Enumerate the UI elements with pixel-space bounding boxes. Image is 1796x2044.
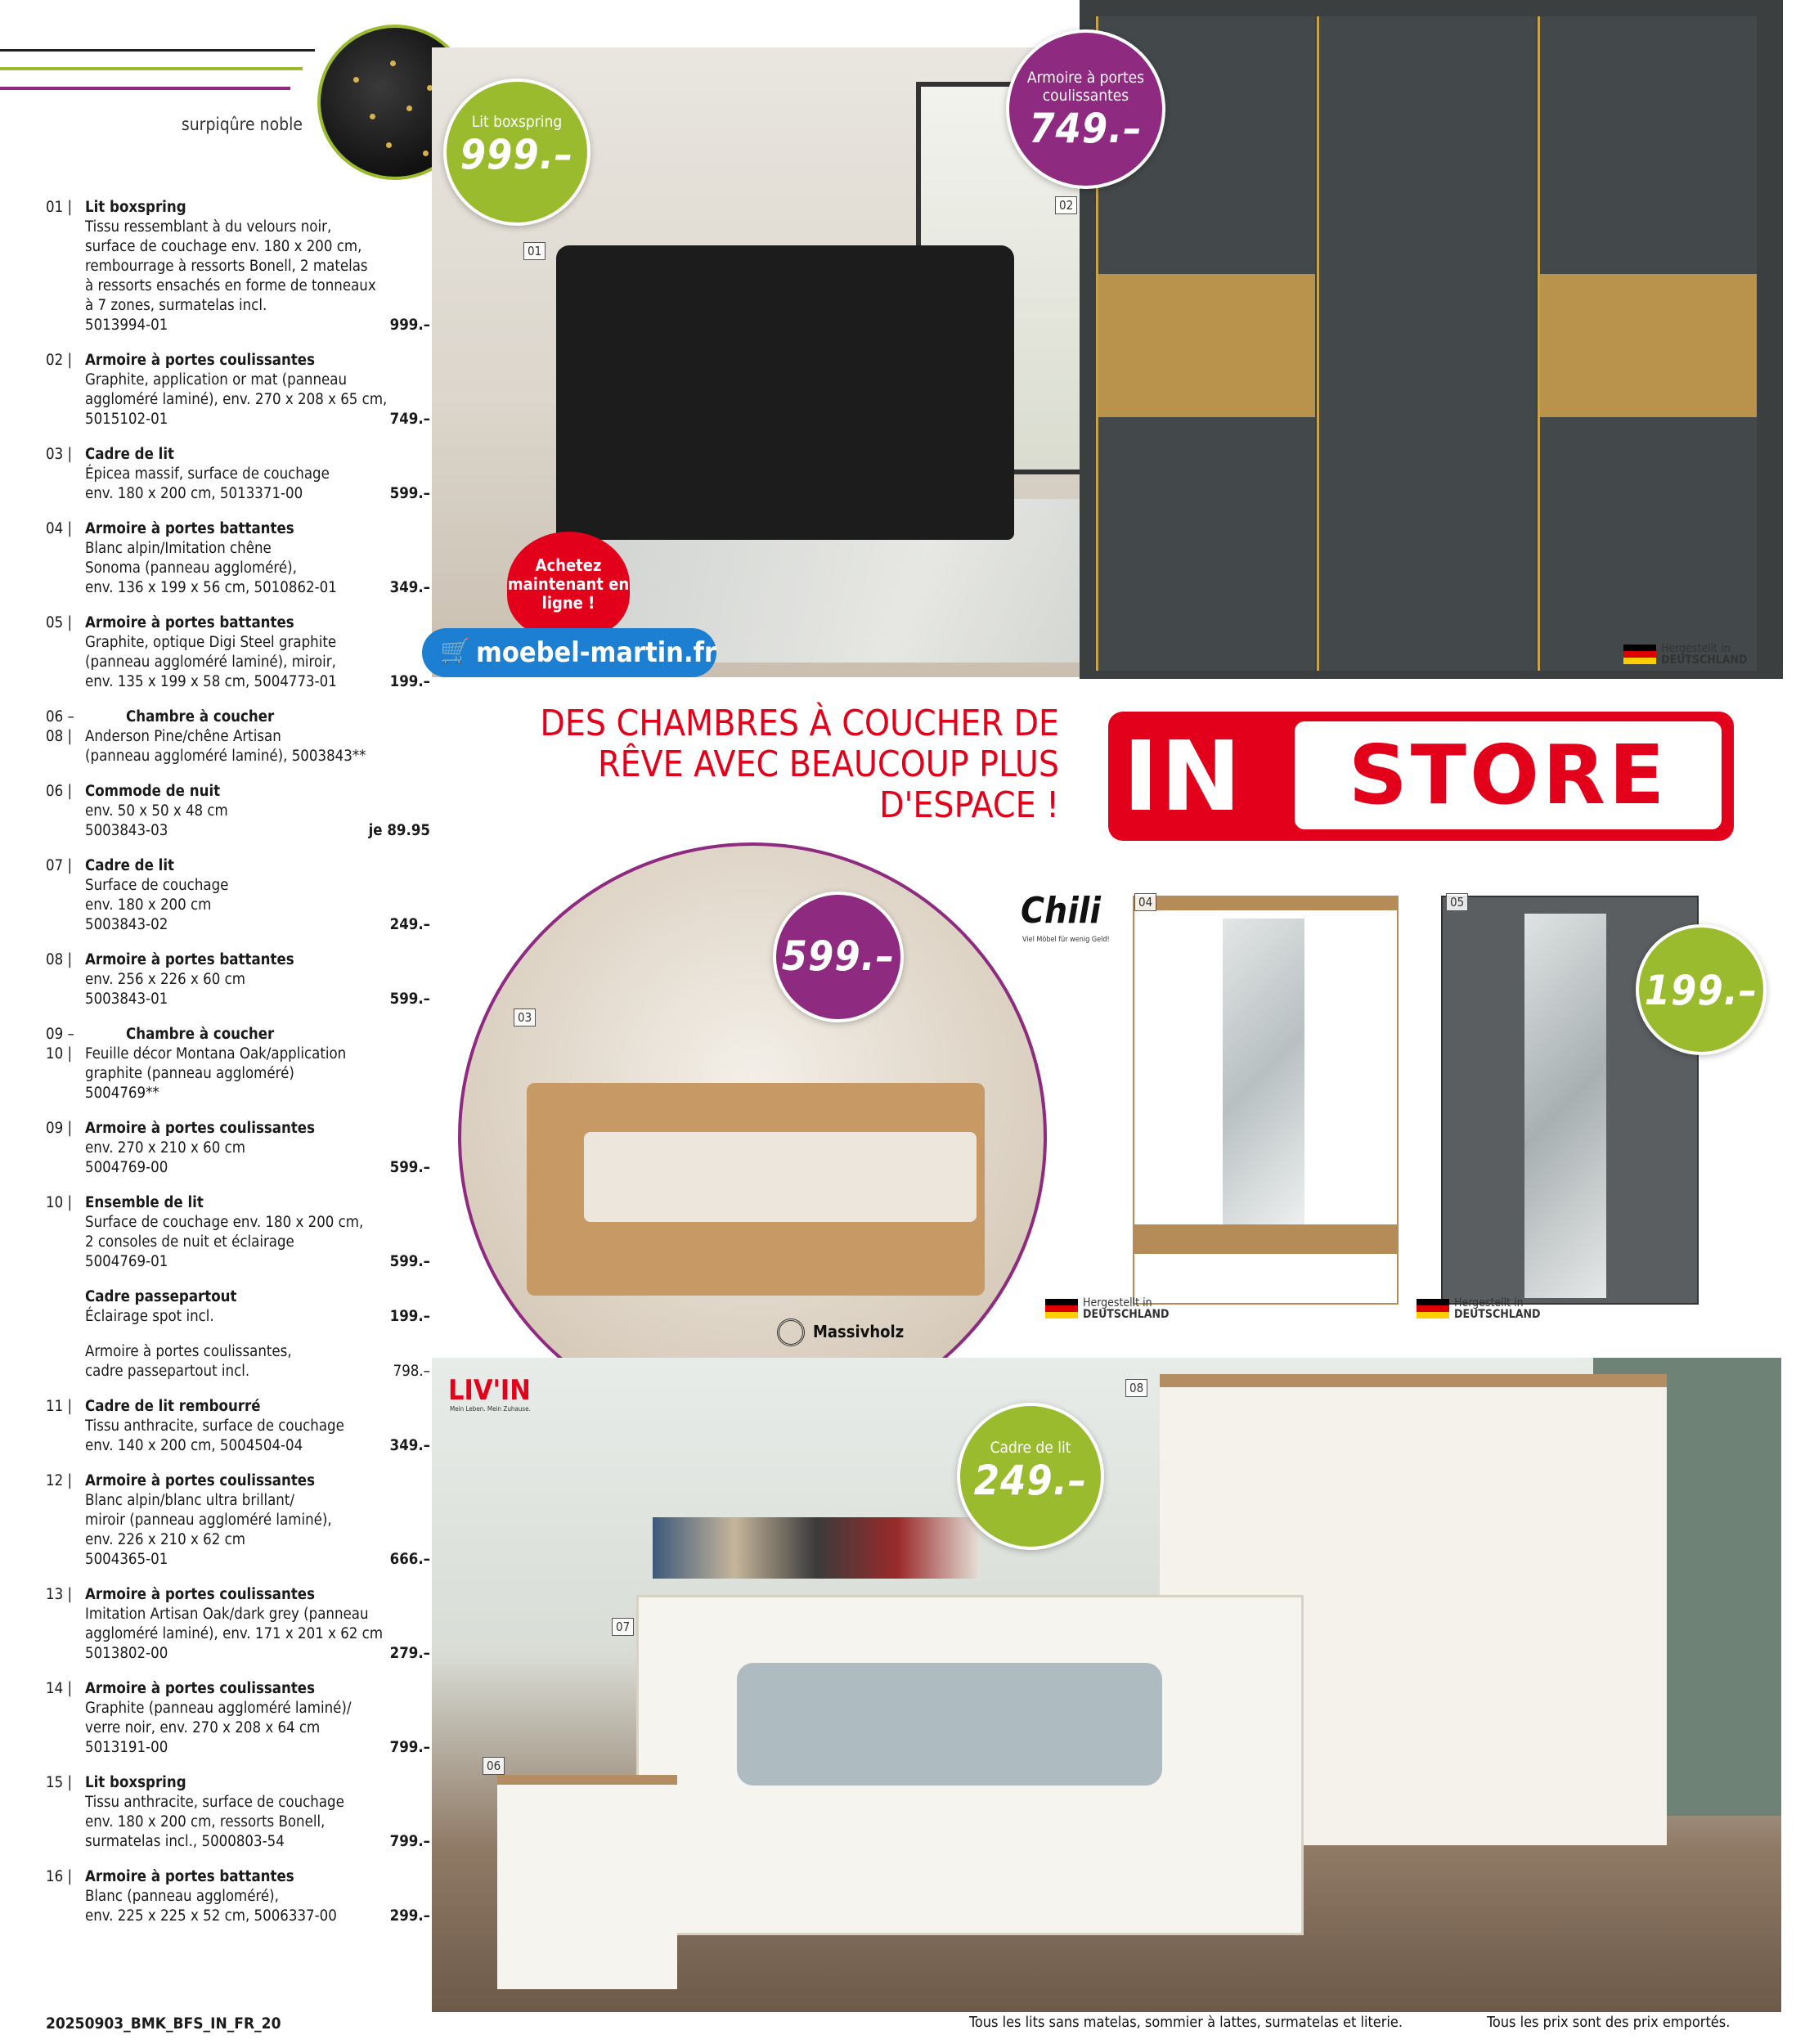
product-price: 349.– bbox=[389, 579, 430, 596]
product-price: 799.– bbox=[389, 1833, 430, 1850]
header-rule-black bbox=[0, 49, 315, 52]
product-number: 15 | bbox=[46, 1774, 73, 1791]
product-price: 249.– bbox=[389, 916, 430, 933]
product-title: Armoire à portes coulissantes bbox=[85, 1120, 316, 1137]
product-title: Chambre à coucher bbox=[126, 1026, 275, 1043]
product-description: Épicea massif, surface de couchage env. 180 x 200 cm, 5013371-00 bbox=[85, 465, 330, 502]
product-entry bbox=[46, 708, 430, 766]
wardrobe05-price-badge bbox=[1636, 924, 1767, 1055]
product-description: Anderson Pine/chêne Artisan (panneau aggloméré laminé), 5003843** bbox=[85, 728, 366, 765]
product-description: Éclairage spot incl. bbox=[85, 1308, 214, 1325]
footer-note-mattress: Tous les lits sans matelas, sommier à lattes, surmatelas et literie. bbox=[969, 2014, 1403, 2031]
product-description: Imitation Artisan Oak/dark grey (panneau aggloméré laminé), env. 171 x 201 x 62 cm 5013802-00 bbox=[85, 1606, 384, 1662]
product-entry bbox=[46, 1867, 430, 1926]
product-title: Cadre passepartout bbox=[85, 1288, 237, 1305]
badge-label: Cadre de lit bbox=[990, 1439, 1071, 1457]
germany-flag-icon bbox=[1623, 645, 1656, 664]
wood-ring-icon bbox=[777, 1318, 805, 1346]
cadre-price-badge bbox=[957, 1403, 1104, 1550]
product-entry bbox=[46, 613, 430, 692]
graphite-sliding-wardrobe-image bbox=[1080, 0, 1783, 679]
product-description: Graphite, optique Digi Steel graphite (panneau aggloméré laminé), miroir, env. 135 x 199 x 58 cm, 5004773-01 bbox=[85, 634, 337, 690]
product-price: 199.– bbox=[389, 673, 430, 690]
product-description: Blanc alpin/Imitation chêne Sonoma (panneau aggloméré), env. 136 x 199 x 56 cm, 5010862-01 bbox=[85, 540, 337, 596]
product-price: 749.– bbox=[389, 411, 430, 428]
shopping-cart-icon: 🛒 bbox=[440, 637, 471, 666]
product-description: Surface de couchage env. 180 x 200 cm 5003843-02 bbox=[85, 877, 229, 933]
shop-url-button[interactable] bbox=[422, 628, 716, 677]
product-price: 798.– bbox=[393, 1363, 430, 1380]
badge-label: Lit boxspring bbox=[471, 113, 563, 131]
item-tag-08: 08 bbox=[1125, 1379, 1147, 1397]
product-entry bbox=[46, 1773, 430, 1852]
product-description: Graphite, application or mat (panneau aggloméré laminé), env. 270 x 208 x 65 cm, 5015102-01 bbox=[85, 371, 388, 428]
germany-flag-icon bbox=[1417, 1299, 1449, 1318]
chili-brand-logo: Chili bbox=[1021, 890, 1101, 932]
product-list bbox=[46, 198, 430, 1942]
product-entry bbox=[46, 1397, 430, 1456]
made-in-line1: Hergestellt in bbox=[1454, 1296, 1524, 1310]
swatch-label: surpiqûre noble bbox=[181, 115, 303, 134]
made-in-germany-badge bbox=[1417, 1297, 1541, 1320]
product-description: Blanc alpin/blanc ultra brillant/ miroir (panneau aggloméré laminé), env. 226 x 210 x 62 cm 5004365-01 bbox=[85, 1492, 332, 1568]
product-title: Lit boxspring bbox=[85, 199, 186, 216]
product-title: Cadre de lit rembourré bbox=[85, 1398, 261, 1415]
product-price: 349.– bbox=[389, 1437, 430, 1454]
product-description: Tissu anthracite, surface de couchage env. 140 x 200 cm, 5004504-04 bbox=[85, 1417, 344, 1454]
made-in-line2: DEUTSCHLAND bbox=[1661, 654, 1748, 667]
product-entry bbox=[46, 1025, 430, 1103]
product-entry bbox=[46, 445, 430, 504]
product-entry bbox=[46, 1119, 430, 1178]
product-title: Cadre de lit bbox=[85, 857, 175, 874]
item-tag-07: 07 bbox=[612, 1618, 634, 1636]
product-number: 01 | bbox=[46, 199, 73, 216]
instore-logo bbox=[1108, 712, 1734, 841]
badge-price: 749.– bbox=[1029, 105, 1143, 152]
product-number: 13 | bbox=[46, 1586, 73, 1603]
product-price: 666.– bbox=[389, 1551, 430, 1568]
product-title: Armoire à portes coulissantes bbox=[85, 1586, 316, 1603]
item-tag-02: 02 bbox=[1055, 196, 1077, 214]
footer-code: 20250903_BMK_BFS_IN_FR_20 bbox=[46, 2015, 281, 2033]
product-entry bbox=[46, 519, 430, 598]
product-description: Surface de couchage env. 180 x 200 cm, 2 consoles de nuit et éclairage 5004769-01 bbox=[85, 1214, 364, 1270]
product-title: Ensemble de lit bbox=[85, 1194, 204, 1211]
product-price: 599.– bbox=[389, 1159, 430, 1176]
product-title: Chambre à coucher bbox=[126, 708, 275, 726]
badge-price: 249.– bbox=[973, 1457, 1088, 1504]
product-number: 16 | bbox=[46, 1868, 73, 1885]
made-in-line2: DEUTSCHLAND bbox=[1083, 1308, 1170, 1321]
product-number: 02 | bbox=[46, 352, 73, 369]
badge-price: 199.– bbox=[1644, 967, 1758, 1014]
product-entry bbox=[46, 782, 430, 841]
product-number: 03 | bbox=[46, 446, 73, 463]
product-title: Armoire à portes battantes bbox=[85, 951, 294, 968]
item-tag-05: 05 bbox=[1446, 893, 1468, 911]
badge-label: Armoire à portes coulissantes bbox=[1026, 69, 1145, 105]
product-entry bbox=[46, 198, 430, 335]
product-number: 10 | bbox=[46, 1194, 73, 1211]
instore-logo-store: STORE bbox=[1295, 721, 1722, 829]
item-tag-06: 06 bbox=[483, 1757, 505, 1775]
wardrobe-price-badge bbox=[1006, 29, 1165, 189]
product-entry bbox=[46, 856, 430, 935]
shop-url: moebel-martin.fr bbox=[476, 636, 716, 669]
product-title: Armoire à portes coulissantes bbox=[85, 1472, 316, 1489]
product-number: 06 | bbox=[46, 783, 73, 800]
product-number: 07 | bbox=[46, 857, 73, 874]
product-description: Tissu ressemblant à du velours noir, surface de couchage env. 180 x 200 cm, rembourrage à ressorts Bonell, 2 matelas à ressorts ensachés en forme de tonneaux à 7 zones, surmatelas incl. 5013994-01 bbox=[85, 218, 376, 334]
product-title: Cadre de lit bbox=[85, 446, 175, 463]
product-price: 799.– bbox=[389, 1739, 430, 1756]
product-entry bbox=[46, 1679, 430, 1758]
product-title: Armoire à portes battantes bbox=[85, 520, 294, 537]
product-price: 279.– bbox=[389, 1645, 430, 1662]
badge-price: 999.– bbox=[460, 131, 574, 178]
product-number: 04 | bbox=[46, 520, 73, 537]
made-in-line1: Hergestellt in bbox=[1661, 642, 1731, 655]
product-description: Graphite (panneau aggloméré laminé)/ verre noir, env. 270 x 208 x 64 cm 5013191-00 bbox=[85, 1700, 352, 1756]
black-boxspring-bed-image bbox=[556, 245, 1014, 540]
made-in-line1: Hergestellt in bbox=[1083, 1296, 1152, 1310]
livin-brand-tagline: Mein Leben. Mein Zuhause. bbox=[450, 1405, 531, 1413]
product-price: 199.– bbox=[389, 1308, 430, 1325]
product-entry bbox=[46, 1287, 430, 1327]
product-number: 09 – 10 | bbox=[46, 1026, 74, 1062]
made-in-germany-badge bbox=[1623, 643, 1748, 666]
instore-logo-in: IN bbox=[1123, 720, 1243, 833]
product-number: 06 – 08 | bbox=[46, 708, 74, 745]
product-price: 599.– bbox=[389, 1253, 430, 1270]
product-number: 08 | bbox=[46, 951, 73, 968]
germany-flag-icon bbox=[1045, 1299, 1078, 1318]
product-number: 14 | bbox=[46, 1680, 73, 1697]
chili-brand-tagline: Viel Möbel für wenig Geld! bbox=[1022, 936, 1110, 944]
product-title: Armoire à portes battantes bbox=[85, 1868, 294, 1885]
boxspring-price-badge bbox=[443, 79, 590, 226]
product-description: Blanc (panneau aggloméré), env. 225 x 225 x 52 cm, 5006337-00 bbox=[85, 1888, 337, 1925]
product-entry bbox=[46, 1342, 430, 1381]
white-oak-wardrobe-image bbox=[1133, 896, 1399, 1305]
product-title: Armoire à portes coulissantes bbox=[85, 1680, 316, 1697]
item-tag-01: 01 bbox=[523, 242, 546, 260]
header-rule-purple bbox=[0, 87, 290, 90]
made-in-germany-badge bbox=[1045, 1297, 1170, 1320]
product-price: 599.– bbox=[389, 485, 430, 502]
product-number: 11 | bbox=[46, 1398, 73, 1415]
product-description: Armoire à portes coulissantes, cadre passepartout incl. bbox=[85, 1343, 292, 1380]
product-entry bbox=[46, 950, 430, 1009]
product-price: 599.– bbox=[389, 991, 430, 1008]
footer-note-prices: Tous les prix sont des prix emportés. bbox=[1487, 2014, 1731, 2031]
made-in-line2: DEUTSCHLAND bbox=[1454, 1308, 1541, 1321]
product-entry bbox=[46, 1193, 430, 1272]
solid-wood-label: Massivholz bbox=[813, 1322, 905, 1341]
header-rule-green bbox=[0, 67, 303, 70]
product-entry bbox=[46, 1585, 430, 1664]
product-title: Commode de nuit bbox=[85, 783, 221, 800]
product-number: 05 | bbox=[46, 614, 73, 631]
solid-wood-bed-photo bbox=[458, 842, 1047, 1431]
product-price: je 89.95 bbox=[368, 822, 430, 839]
badge-price: 599.– bbox=[781, 932, 896, 980]
product-entry bbox=[46, 351, 430, 429]
product-title: Armoire à portes coulissantes bbox=[85, 352, 316, 369]
item-tag-04: 04 bbox=[1134, 893, 1156, 911]
item-tag-03: 03 bbox=[514, 1009, 536, 1026]
bedframe-price-badge bbox=[773, 892, 904, 1022]
product-number: 12 | bbox=[46, 1472, 73, 1489]
product-description: env. 256 x 226 x 60 cm 5003843-01 bbox=[85, 971, 245, 1008]
product-description: env. 270 x 210 x 60 cm 5004769-00 bbox=[85, 1139, 245, 1176]
buy-online-badge[interactable]: Achetez maintenant en ligne ! bbox=[507, 532, 630, 638]
white-bedroom-photo bbox=[432, 1358, 1781, 2012]
product-entry bbox=[46, 1471, 430, 1570]
product-number: 09 | bbox=[46, 1120, 73, 1137]
product-price: 999.– bbox=[389, 317, 430, 334]
product-title: Lit boxspring bbox=[85, 1774, 186, 1791]
product-title: Armoire à portes battantes bbox=[85, 614, 294, 631]
product-description: Tissu anthracite, surface de couchage env. 180 x 200 cm, ressorts Bonell, surmatelas incl., 5000803-54 bbox=[85, 1794, 344, 1850]
page-headline: DES CHAMBRES À COUCHER DE RÊVE AVEC BEAUCOUP PLUS D'ESPACE ! bbox=[540, 703, 1059, 826]
product-description: env. 50 x 50 x 48 cm 5003843-03 bbox=[85, 802, 228, 839]
livin-brand-logo: LIV'IN bbox=[448, 1374, 531, 1407]
product-price: 299.– bbox=[389, 1907, 430, 1925]
product-description: Feuille décor Montana Oak/application graphite (panneau aggloméré) 5004769** bbox=[85, 1045, 347, 1102]
